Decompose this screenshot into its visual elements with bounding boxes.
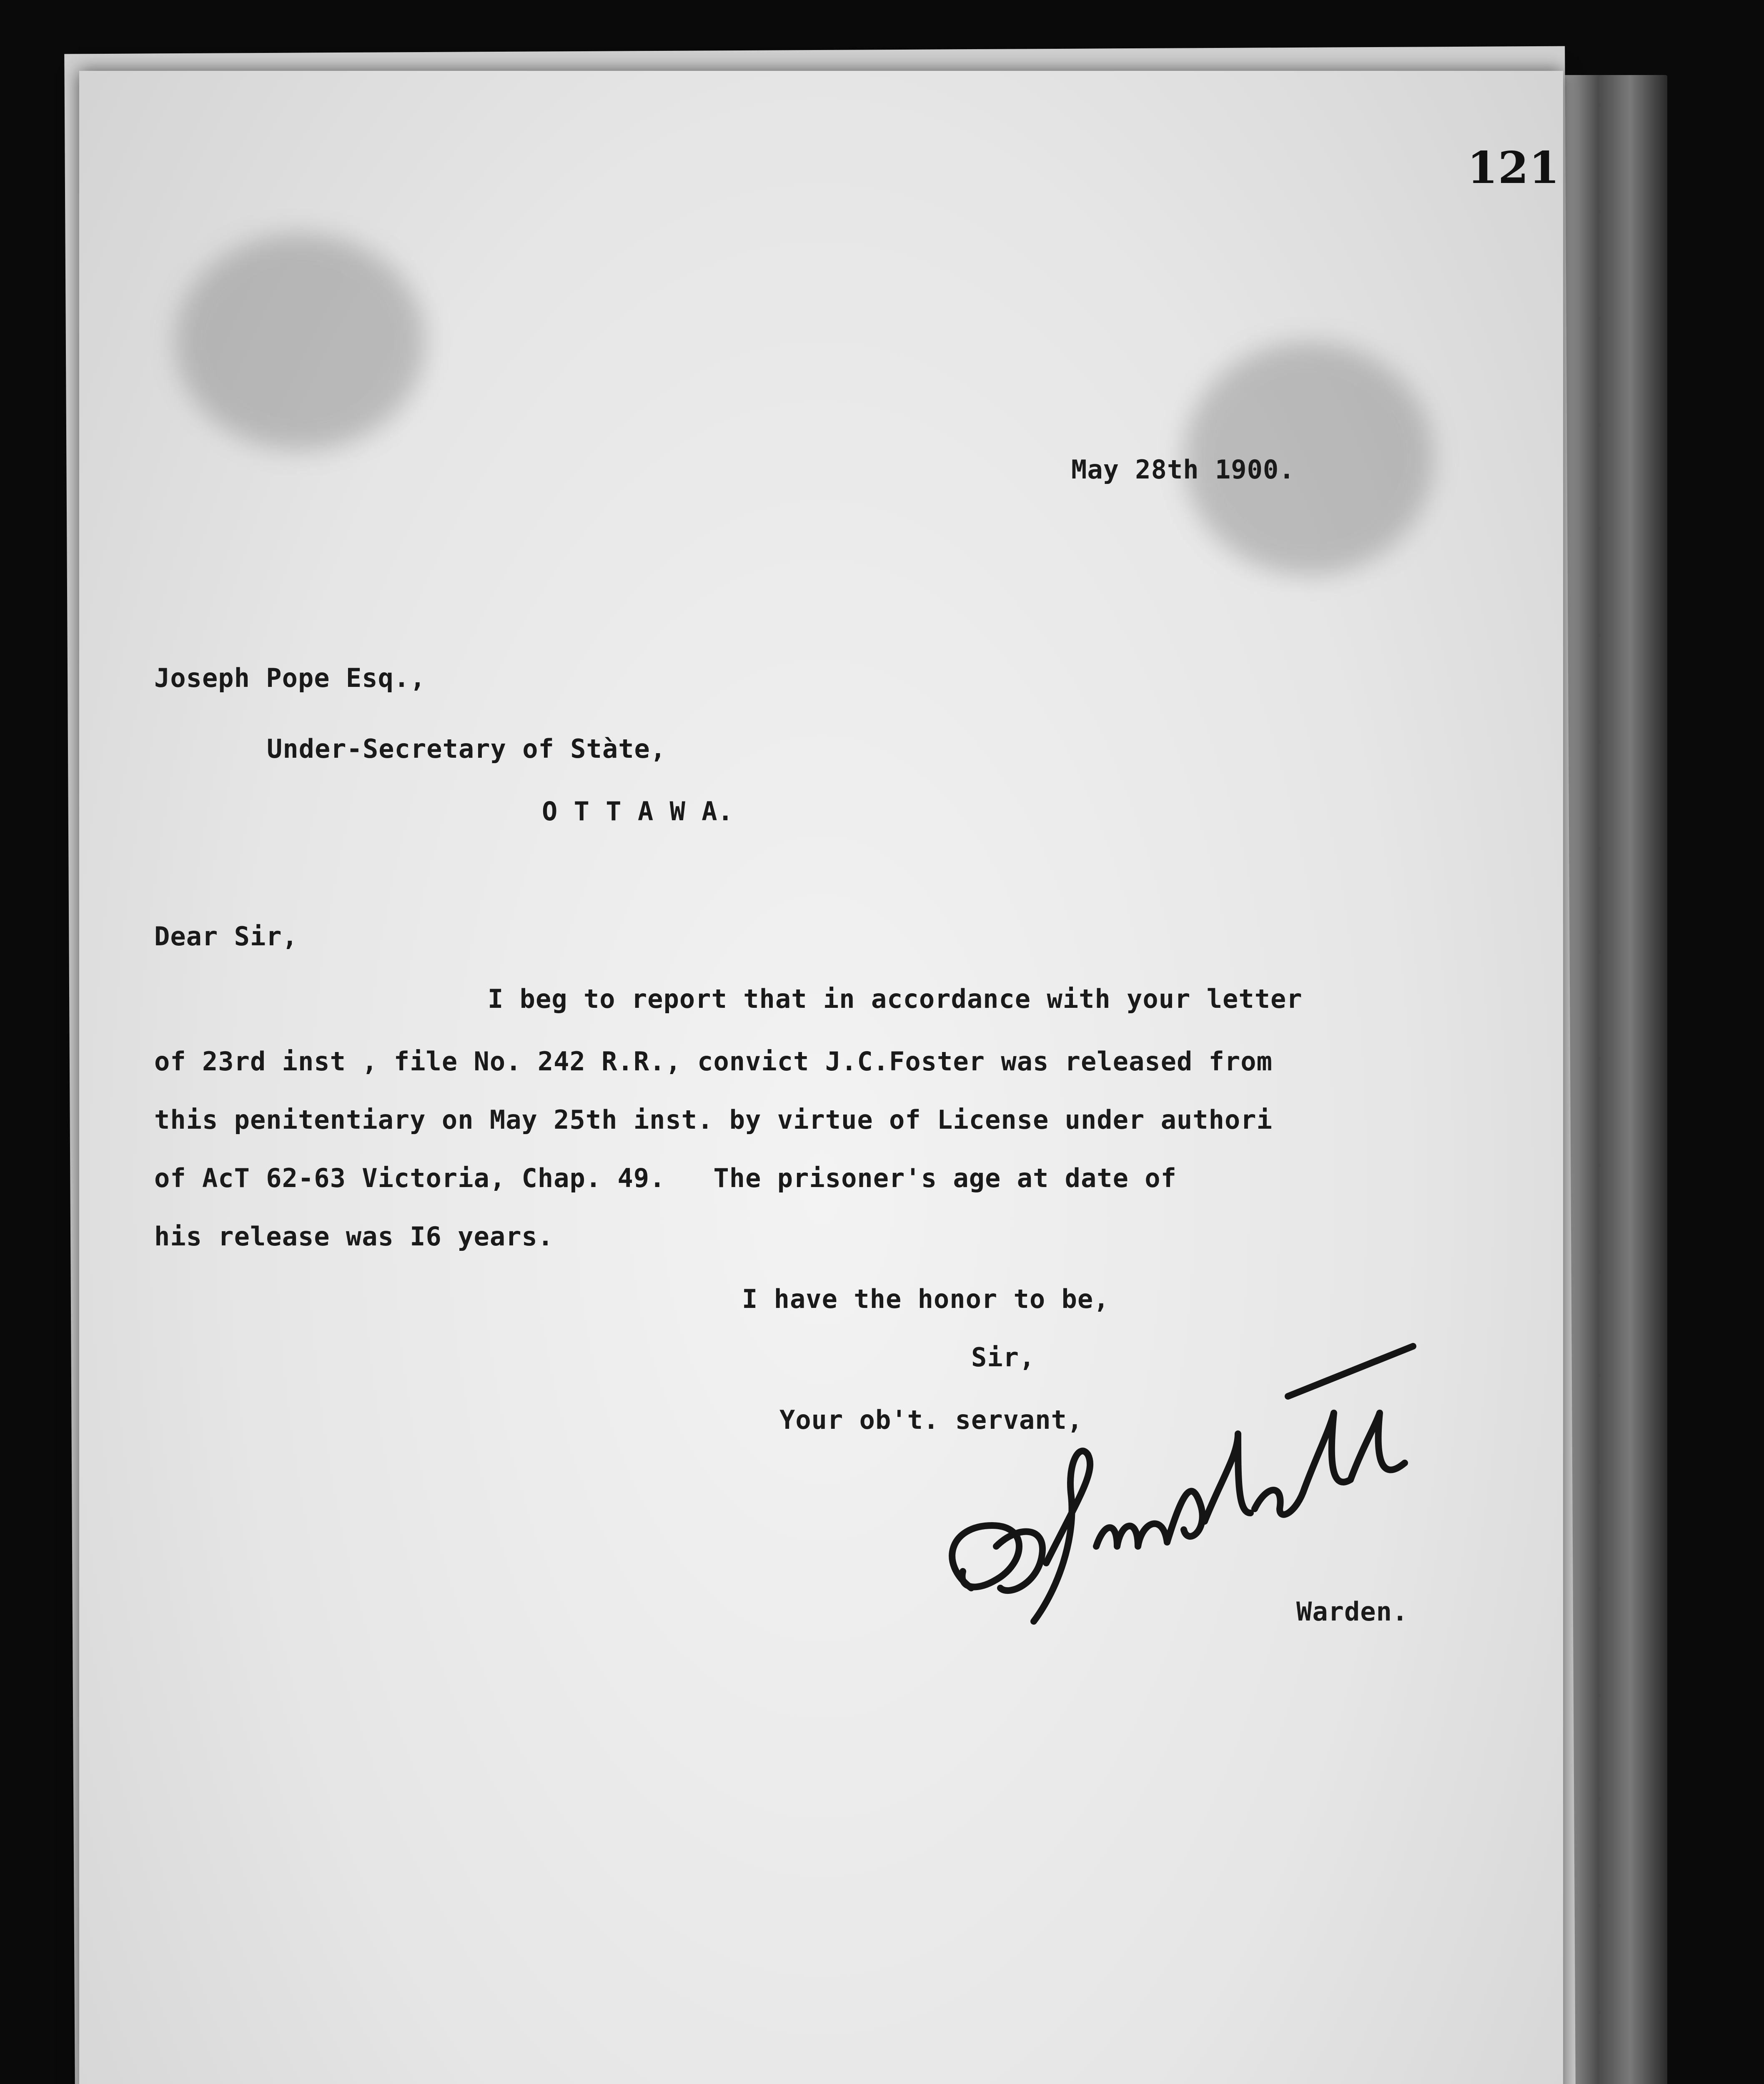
body-line: of AcT 62-63 Victoria, Chap. 49. The prisoner's age at date of <box>154 1163 1177 1193</box>
body-line: this penitentiary on May 25th inst. by virtue of License under authori <box>154 1105 1273 1135</box>
recipient-city: O T T A W A. <box>542 796 734 827</box>
body-line: of 23rd inst , file No. 242 R.R., convict J.C.Foster was released from <box>154 1046 1273 1077</box>
smudge-stain <box>175 233 425 450</box>
recipient-title: Under-Secretary of Stàte, <box>267 734 667 764</box>
letter-date: May 28th 1900. <box>1071 454 1295 485</box>
handwritten-signature <box>921 1330 1421 1630</box>
closing-line: I have the honor to be, <box>742 1284 1110 1314</box>
page-number: 121 <box>1467 142 1560 193</box>
closing-servant: Your ob't. servant, <box>779 1405 1083 1435</box>
signoff-title: Warden. <box>1296 1596 1408 1627</box>
closing-sir: Sir, <box>971 1342 1035 1373</box>
body-line: I beg to report that in accordance with your letter <box>488 984 1303 1014</box>
letter-page <box>79 71 1563 2084</box>
salutation: Dear Sir, <box>154 921 298 952</box>
body-line: his release was I6 years. <box>154 1221 554 1252</box>
recipient-name: Joseph Pope Esq., <box>154 663 426 693</box>
